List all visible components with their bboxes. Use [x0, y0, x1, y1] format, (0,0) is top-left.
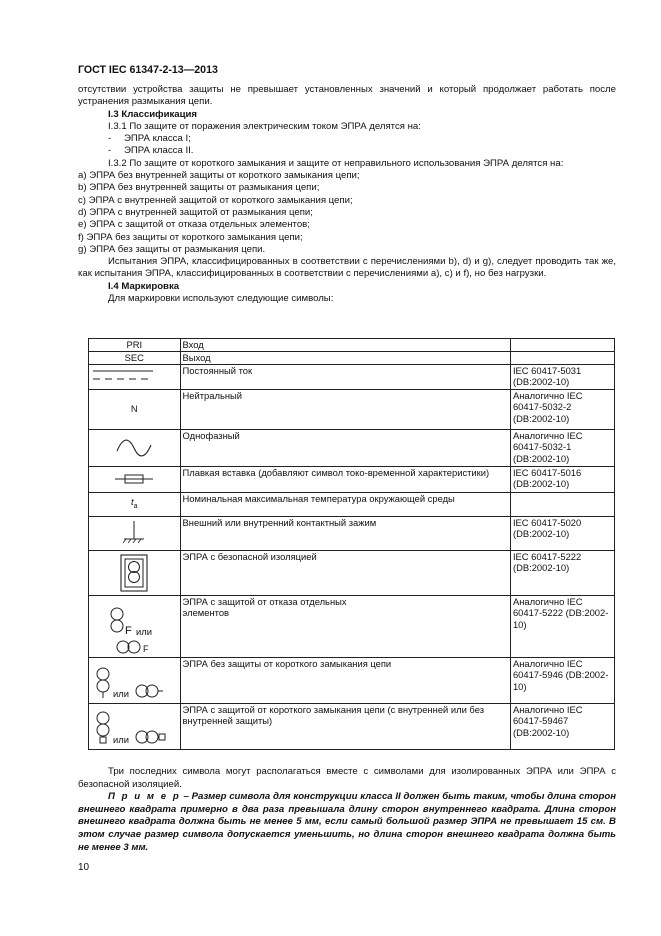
description-cell: Плавкая вставка (добавляют символ токо-временной характеристики) [180, 466, 510, 492]
reference-cell [510, 492, 614, 516]
list-item: - ЭПРА класса I; [108, 133, 191, 145]
transformer-vertical-icon [109, 606, 125, 636]
table-row [89, 516, 615, 550]
symbol-cell [89, 466, 181, 492]
paragraph: отсутствии устройства защиты не превышает установленных значений и который продолжает работать после устранения размыкания цепи. [78, 84, 616, 108]
table-row [89, 351, 615, 364]
description-cell: ЭПРА с безопасной изоляцией [180, 550, 510, 595]
reference-cell [510, 339, 614, 352]
or-label: или [113, 687, 129, 699]
reference-cell: IEC 60417-5020 (DB:2002-10) [510, 516, 614, 550]
description-cell: Вход [180, 339, 510, 352]
list-item: b) ЭПРА без внутренней защиты от размыкания цепи; [78, 182, 320, 194]
description-cell: ЭПРА с защитой от короткого замыкания цепи (с внутренней или без внутренней защиты) [180, 703, 510, 749]
table-row [89, 429, 615, 466]
description-cell: Внешний или внутренний контактный зажим [180, 516, 510, 550]
list-item: e) ЭПРА с защитой от отказа отдельных элементов; [78, 219, 310, 231]
page-number: 10 [78, 862, 90, 873]
transformer-horizontal-icon [135, 683, 165, 699]
fuse-icon [109, 472, 159, 486]
symbols-table [88, 338, 615, 750]
symbol-cell: N [89, 389, 181, 429]
reference-cell: Аналогично IEC 60417-59467 (DB:2002-10) [510, 703, 614, 749]
list-item: g) ЭПРА без защиты от размыкания цепи. [78, 243, 266, 255]
symbol-cell [89, 492, 181, 516]
list-item: f) ЭПРА без защиты от короткого замыкания цепи; [78, 231, 303, 243]
list-item: d) ЭПРА с внутренней защитой от размыкания цепи; [78, 206, 313, 218]
description-cell: ЭПРА без защиты от короткого замыкания цепи [180, 657, 510, 703]
clause: I.3.2 По защите от короткого замыкания и защите от неправильного использования ЭПРА делятся на: [108, 157, 564, 169]
transformer-short-circuit-icon [95, 710, 111, 746]
symbol-cell: PRI [89, 339, 181, 352]
direct-current-icon [91, 365, 155, 385]
reference-cell: IEC 60417-5222 (DB:2002-10) [510, 550, 614, 595]
reference-cell [510, 351, 614, 364]
symbol-cell [89, 364, 181, 389]
table-row [89, 703, 615, 749]
example-text: – Размер символа для конструкции класса II должен быть таким, чтобы длина сторон внешнего квадрата примерно в два раза превышала длину сторон внутреннего квадрата. Длина сторон внешнего квадрата должна быть не менее 5 мм, если самый большой размер ЭПРА не превышает 15 см. В этом случае размер символа допускается уменьшить, но длина сторон внешнего квадрата должна быть не менее 3 мм. [78, 791, 617, 853]
description-cell: ЭПРА с защитой от отказа отдельных элементов [180, 595, 510, 657]
table-row [89, 492, 615, 516]
notes [78, 766, 616, 854]
list-item: а) ЭПРА без внутренней защиты от короткого замыкания цепи; [78, 170, 360, 182]
body-text [78, 84, 616, 305]
table-row [89, 466, 615, 492]
or-label: или [136, 625, 152, 637]
f-letter: F [125, 624, 132, 637]
paragraph: Три последних символа могут располагаться вместе с символами для изолированных ЭПРА или ЭПРА с безопасной изоляцией. [78, 766, 616, 790]
symbol-cell [89, 703, 181, 749]
page-header: ГОСТ IEC 61347-2-13—2013 [78, 64, 218, 76]
table-row [89, 339, 615, 352]
symbol-cell [89, 429, 181, 466]
f-letter: F [143, 643, 149, 654]
section-heading: I.4 Маркировка [108, 280, 180, 292]
description-cell: Номинальная максимальная температура окружающей среды [180, 492, 510, 516]
table-row [89, 595, 615, 657]
list-item: c) ЭПРА с внутренней защитой от короткого замыкания цепи; [78, 194, 353, 206]
terminal-ground-icon [119, 517, 149, 549]
description-cell: Постоянный ток [180, 364, 510, 389]
or-label: или [113, 733, 129, 745]
temperature-symbol: t [131, 495, 134, 507]
list-item: - ЭПРА класса II. [108, 145, 194, 157]
paragraph: Для маркировки используют следующие символы: [108, 293, 334, 305]
description-cell: Нейтральный [180, 389, 510, 429]
clause: I.3.1 По защите от поражения электрическим током ЭПРА делятся на: [108, 120, 421, 132]
description-cell: Выход [180, 351, 510, 364]
single-phase-icon [109, 439, 159, 457]
example-label: П р и м е р [108, 791, 181, 803]
transformer-no-short-circuit-icon [95, 666, 111, 700]
safety-isolating-icon [119, 553, 149, 593]
reference-cell: Аналогично IEC 60417-5222 (DB:2002-10) [510, 595, 614, 657]
table-row [89, 364, 615, 389]
symbol-cell [89, 595, 181, 657]
transformer-horizontal-icon [115, 639, 143, 655]
reference-cell: IEC 60417-5031 (DB:2002-10) [510, 364, 614, 389]
symbol-cell [89, 550, 181, 595]
paragraph: Испытания ЭПРА, классифицированных в соответствии с перечислениями b), d) и g), следует проводить так же, как испытания ЭПРА, классифицированных в соответствии с перечислениями а), с) и f), но без нагрузки. [78, 256, 616, 280]
description-cell: Однофазный [180, 429, 510, 466]
symbol-cell: SEC [89, 351, 181, 364]
symbol-cell [89, 657, 181, 703]
symbol-cell [89, 516, 181, 550]
reference-cell: Аналогично IEC 60417-5946 (DB:2002-10) [510, 657, 614, 703]
table-row [89, 657, 615, 703]
reference-cell: Аналогично IEC 60417-5032-1 (DB:2002-10) [510, 429, 614, 466]
section-heading: I.3 Классификация [108, 108, 198, 120]
reference-cell: Аналогично IEC 60417-5032-2 (DB:2002-10) [510, 389, 614, 429]
transformer-horizontal-icon [135, 729, 167, 745]
table-row [89, 550, 615, 595]
example-note [78, 791, 616, 854]
table-row [89, 389, 615, 429]
reference-cell: IEC 60417-5016 (DB:2002-10) [510, 466, 614, 492]
temperature-subscript: a [133, 502, 138, 510]
